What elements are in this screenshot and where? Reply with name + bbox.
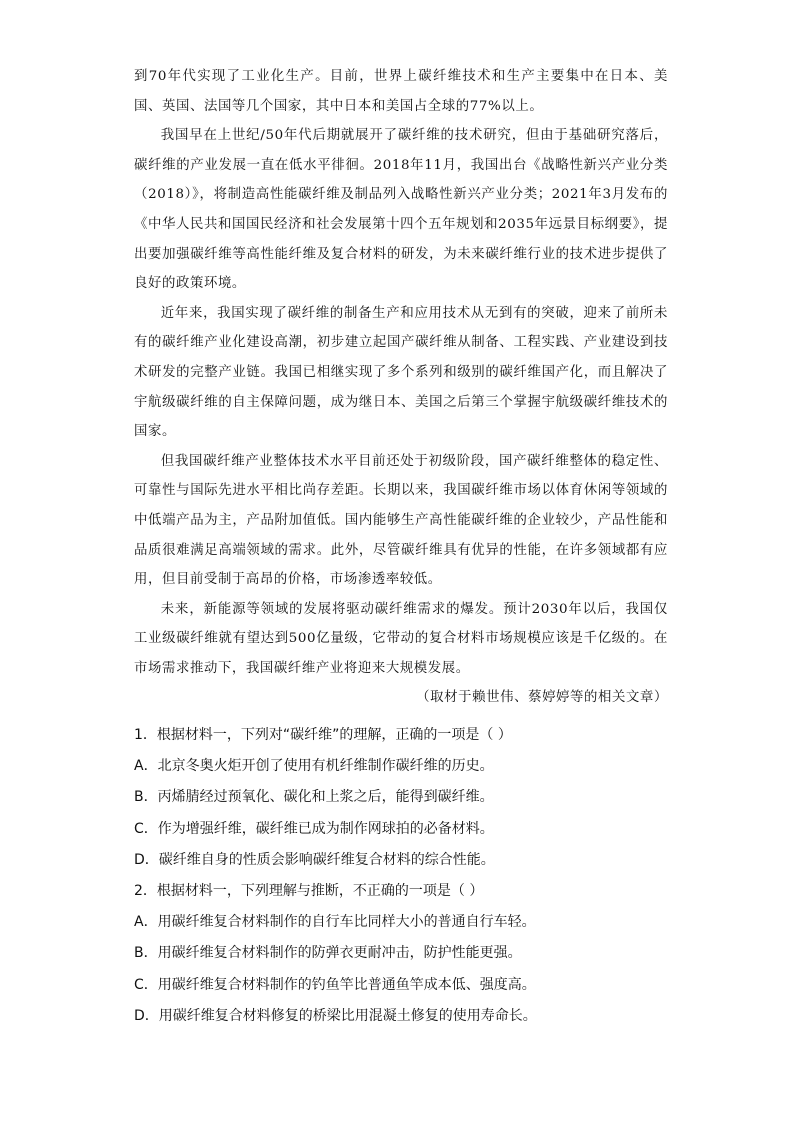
passage-paragraph-1: 到70年代实现了工业化生产。目前，世界上碳纤维技术和生产主要集中在日本、美国、英国、法国等几个国家，其中日本和美国占全球的77%以上。 xyxy=(134,69,668,114)
question-1-option-c: C．作为增强纤维，碳纤维已成为制作网球拍的必备材料。 xyxy=(134,820,494,837)
passage-paragraph-2: 我国早在上世纪/50年代后期就展开了碳纤维的技术研究，但由于基础研究落后，碳纤维的产业发展一直在低水平徘徊。2018年11月，我国出台《战略性新兴产业分类（2018）》，将制造高性能碳纤维及制品列入战略性新兴产业分类；2021年3月发布的《中华人民共和国国民经济和社会发展第十四个五年规划和2035年远景目标纲要》，提出要加强碳纤维等高性能纤维及复合材料的研发，为未来碳纤维行业的技术进步提供了良好的政策环境。 xyxy=(134,128,668,292)
question-2-option-a: A．用碳纤维复合材料制作的自行车比同样大小的普通自行车轻。 xyxy=(134,914,536,931)
question-1-stem: 1．根据材料一，下列对“碳纤维”的理解，正确的一项是（ ） xyxy=(134,727,512,743)
question-2-option-d: D．用碳纤维复合材料修复的桥梁比用混凝土修复的使用寿命长。 xyxy=(134,1007,537,1024)
question-1-option-b: B．丙烯腈经过预氧化、碳化和上浆之后，能得到碳纤维。 xyxy=(134,789,494,806)
passage-paragraph-3: 近年来，我国实现了碳纤维的制备生产和应用技术从无到有的突破，迎来了前所未有的碳纤维产业化建设高潮，初步建立起国产碳纤维从制备、工程实践、产业建设到技术研发的完整产业链。我国已相继实现了多个系列和级别的碳纤维国产化，而且解决了宇航级碳纤维的自主保障问题，成为继日本、美国之后第三个掌握宇航级碳纤维技术的国家。 xyxy=(134,305,668,440)
reading-passage xyxy=(134,62,668,713)
passage-source: （取材于赖世伟、蔡婷婷等的相关文章） xyxy=(416,690,668,706)
question-2-option-b: B．用碳纤维复合材料制作的防弹衣更耐冲击，防护性能更强。 xyxy=(134,945,522,962)
passage-paragraph-5: 未来，新能源等领域的发展将驱动碳纤维需求的爆发。预计2030年以后，我国仅工业级碳纤维就有望达到500亿量级，它带动的复合材料市场规模应该是千亿级的。在市场需求推动下，我国碳纤维产业将迎来大规模发展。 xyxy=(134,601,668,676)
question-1-option-d: D．碳纤维自身的性质会影响碳纤维复合材料的综合性能。 xyxy=(134,851,495,868)
question-2-stem: 2．根据材料一，下列理解与推断，不正确的一项是（ ） xyxy=(134,883,484,900)
question-1-option-a: A．北京冬奥火炬开创了使用有机纤维制作碳纤维的历史。 xyxy=(134,758,494,775)
passage-paragraph-4: 但我国碳纤维产业整体技术水平目前还处于初级阶段，国产碳纤维整体的稳定性、可靠性与国际先进水平相比尚存差距。长期以来，我国碳纤维市场以体育休闲等领域的中低端产品为主，产品附加值低。国内能够生产高性能碳纤维的企业较少，产品性能和品质很难满足高端领域的需求。此外，尽管碳纤维具有优异的性能，在许多领域都有应用，但目前受制于高昂的价格，市场渗透率较低。 xyxy=(134,453,668,588)
question-2-option-c: C．用碳纤维复合材料制作的钓鱼竿比普通鱼竿成本低、强度高。 xyxy=(134,976,536,993)
question-list xyxy=(134,720,674,1032)
